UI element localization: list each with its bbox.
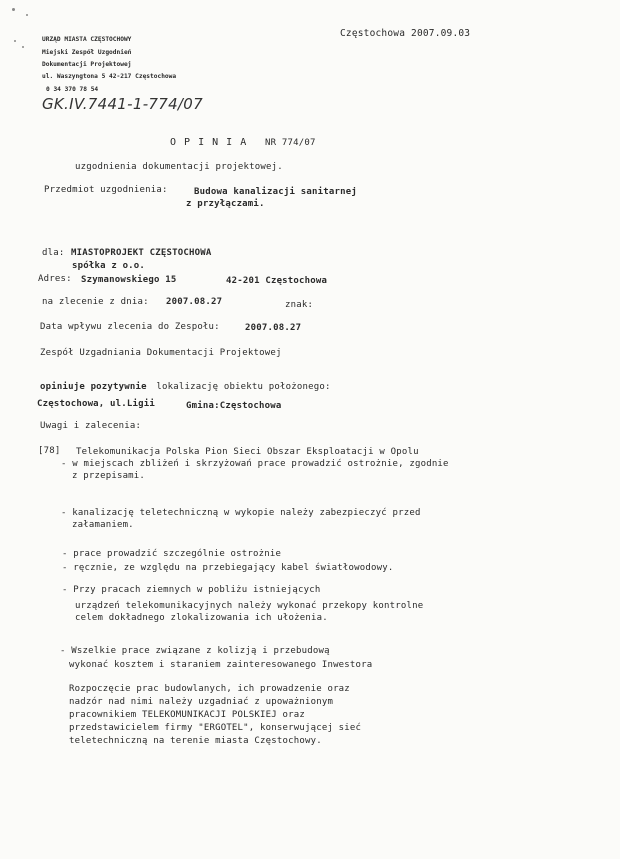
remark-line-3: z przepisami. [72,471,146,481]
remark-line-4: - kanalizację teletechniczną w wykopie należy zabezpieczyć przed [61,508,421,518]
remark-line-8: - Przy pracach ziemnych w pobliżu istniejących [62,585,321,595]
order-date: 2007.08.27 [166,297,223,307]
remark-line-14: nadzór nad nimi należy uzgadniać z upoważnionym [69,697,334,707]
remark-line-10: celem dokładnego zlokalizowania ich ułożenia. [75,613,328,623]
remark-line-5: załamaniem. [72,520,134,530]
remark-line-17: teletechniczną na terenie miasta Częstochowy. [69,736,322,746]
scan-speck [22,46,24,48]
opinion-number: NR 774/07 [265,138,316,148]
remark-line-11: - Wszelkie prace związane z kolizją i przebudową [60,646,330,656]
stamp-line-2: Miejski Zespół Uzgodnień [42,49,132,56]
scan-speck [26,14,28,16]
item-code: [78] [38,446,61,456]
remark-line-2: - w miejscach zbliżeń i skrzyżowań prace prowadzić ostrożnie, zgodnie [61,459,449,469]
remark-line-6: - prace prowadzić szczególnie ostrożnie [62,549,282,559]
remarks-label: Uwagi i zalecenia: [40,421,142,431]
subject-label: Przedmiot uzgodnienia: [44,185,168,195]
scan-speck [12,8,15,11]
gmina: Gmina:Częstochowa [186,401,282,411]
stamp-line-4: ul. Waszyngtona 5 42-217 Częstochowa [42,73,177,80]
opinion-statement [40,374,331,393]
remark-line-15: pracownikiem TELEKOMUNIKACJI POLSKIEJ oraz [69,710,305,720]
remark-line-16: przedstawicielem firmy "ERGOTEL", konserwującej sieć [69,723,362,733]
order-label: na zlecenie z dnia: [42,297,149,307]
address-label: Adres: [38,274,72,284]
opinion-bold: opiniuje pozytywnie [40,382,147,392]
document-date: Częstochowa 2007.09.03 [340,28,471,39]
location: Częstochowa, ul.Ligii [37,399,155,409]
opinion-rest: lokalizację obiektu położonego: [156,382,331,392]
scan-speck [14,40,16,42]
document-title: O P I N I A [170,137,248,148]
subtitle: uzgodnienia dokumentacji projektowej. [75,162,283,172]
address-street: Szymanowskiego 15 [81,275,177,285]
subject-line-2: z przyłączami. [186,199,265,209]
remark-line-12: wykonać kosztem i staraniem zainteresowanego Inwestora [69,660,373,670]
remark-line-9: urządzeń telekomunikacyjnych należy wykonać przekopy kontrolne [75,601,424,611]
stamp-line-5: 0 34 370 78 54 [46,86,99,93]
received-label: Data wpływu zlecenia do Zespołu: [40,322,220,332]
team-name: Zespół Uzgadniania Dokumentacji Projektowej [40,348,282,358]
remark-line-1: Telekomunikacja Polska Pion Sieci Obszar Eksploatacji w Opolu [76,447,419,457]
recipient-company-type: spółka z o.o. [72,261,146,271]
reference-label: znak: [285,300,314,310]
remark-line-7: - ręcznie, ze względu na przebiegający kabel światłowodowy. [62,563,394,573]
subject-line-1: Budowa kanalizacji sanitarnej [194,187,357,197]
address-city: 42-201 Częstochowa [226,276,328,286]
stamp-line-1: URZĄD MIASTA CZĘSTOCHOWY [42,36,132,43]
received-date: 2007.08.27 [245,323,302,333]
stamp-line-3: Dokumentacji Projektowej [42,61,132,68]
recipient-name: MIASTOPROJEKT CZĘSTOCHOWA [71,248,212,258]
for-label: dla: [42,248,65,258]
handwritten-case-number: GK.IV.7441-1-774/07 [42,95,203,113]
remark-line-13: Rozpoczęcie prac budowlanych, ich prowadzenie oraz [69,684,350,694]
